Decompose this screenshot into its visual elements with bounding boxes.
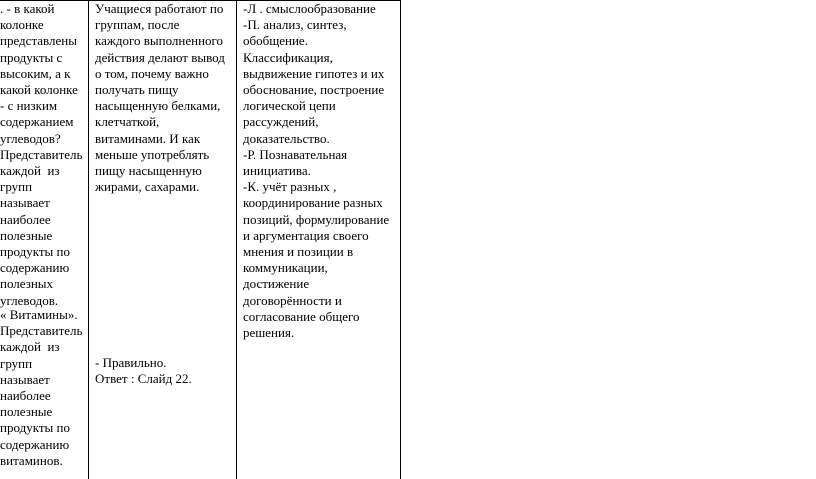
table-column-uud [236, 0, 401, 479]
table-column-students [88, 0, 236, 479]
table-column-activity [0, 0, 88, 479]
column-activity-text-carbs: . - в какой колонке представлены продукты с высоким, а к какой колонке - с низким содержанием углеводов? Представитель каждой из групп называет наиболее полезные продукты по содержанию полезных углеводов. [0, 1, 83, 308]
column-uud-text: -Л . смыслообразование -П. анализ, синтез, обобщение. Классификация, выдвижение гипотез и их обоснование, построение логической цепи рассуждений, доказательство. -Р. Познавательная инициатива. -К. учёт разных , координирование разных позиций, формулирование и аргументация своего мнения и позиции в коммуникации, достижение договорённости и согласование общего решения. [243, 1, 390, 341]
column-students-text-answer: - Правильно. Ответ : Слайд 22. [95, 355, 192, 387]
column-activity-text-vitamins: « Витамины». Представитель каждой из групп называет наиболее полезные продукты по содержанию витаминов. [0, 307, 83, 468]
column-students-text-work: Учащиеся работают по группам, после каждого выполненного действия делают вывод о том, почему важно получать пищу насыщенную белками, клетчаткой, витаминами. И как меньше употреблять пищу насыщенную жирами, сахарами. [95, 1, 225, 195]
